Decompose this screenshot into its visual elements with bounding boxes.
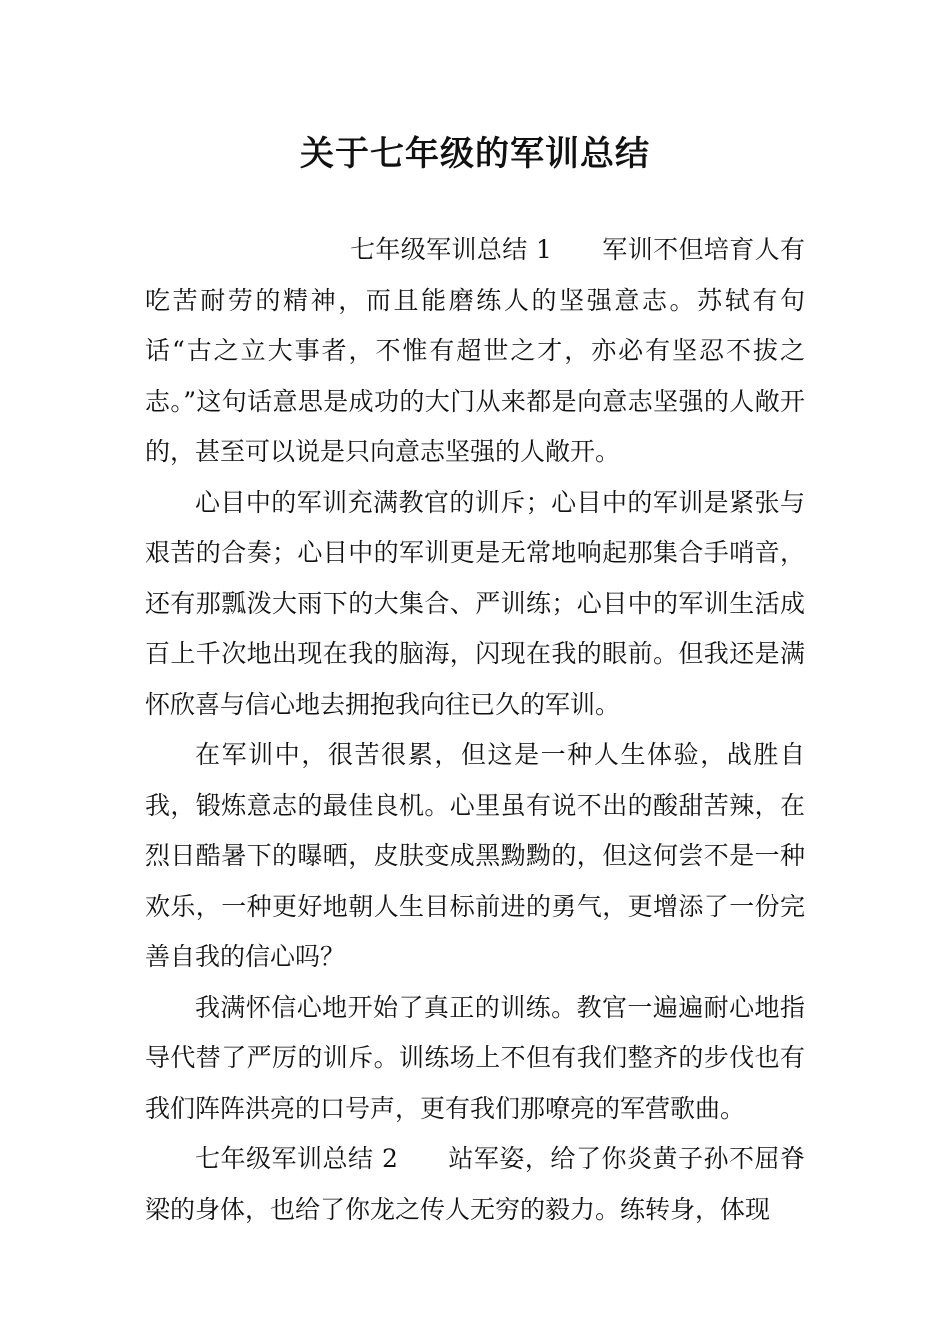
paragraph-4-text: 我满怀信心地开始了真正的训练。教官一遍遍耐心地指导代替了严厉的训斥。训练场上不但有我们整齐的步伐也有我们阵阵洪亮的口号声，更有我们那嘹亮的军营歌曲。 [145, 992, 805, 1123]
paragraph-4 [145, 983, 805, 1135]
document-body [145, 225, 805, 1235]
paragraph-2-text: 心目中的军训充满教官的训斥；心目中的军训是紧张与艰苦的合奏；心目中的军训更是无常地响起那集合手哨音，还有那瓢泼大雨下的大集合、严训练；心目中的军训生活成百上千次地出现在我的脑海，闪现在我的眼前。但我还是满怀欣喜与信心地去拥抱我向往已久的军训。 [145, 487, 805, 719]
paragraph-2 [145, 478, 805, 731]
paragraph-5 [145, 1134, 805, 1235]
paragraph-5-text: 站军姿，给了你炎黄子孙不屈脊梁的身体，也给了你龙之传人无穷的毅力。练转身，体现 [145, 1144, 805, 1224]
paragraph-3-text: 在军训中，很苦很累，但这是一种人生体验，战胜自我，锻炼意志的最佳良机。心里虽有说不出的酸甜苦辣，在烈日酷暑下的曝晒，皮肤变成黑黝黝的，但这何尝不是一种欢乐，一种更好地朝人生目标前进的勇气，更增添了一份完善自我的信心吗？ [145, 740, 805, 971]
section-heading-2: 七年级军训总结 2 [195, 1144, 398, 1173]
paragraph-1-text: 军训不但培育人有吃苦耐劳的精神，而且能磨练人的坚强意志。苏轼有句话“古之立大事者，不惟有超世之才，亦必有坚忍不拔之志。”这句话意思是成功的大门从来都是向意志坚强的人敞开的，甚至可以说是只向意志坚强的人敞开。 [145, 235, 805, 466]
paragraph-1 [145, 225, 805, 478]
section-heading-1: 七年级军训总结 1 [350, 235, 552, 264]
document-title: 关于七年级的军训总结 [300, 134, 650, 174]
paragraph-3 [145, 730, 805, 983]
